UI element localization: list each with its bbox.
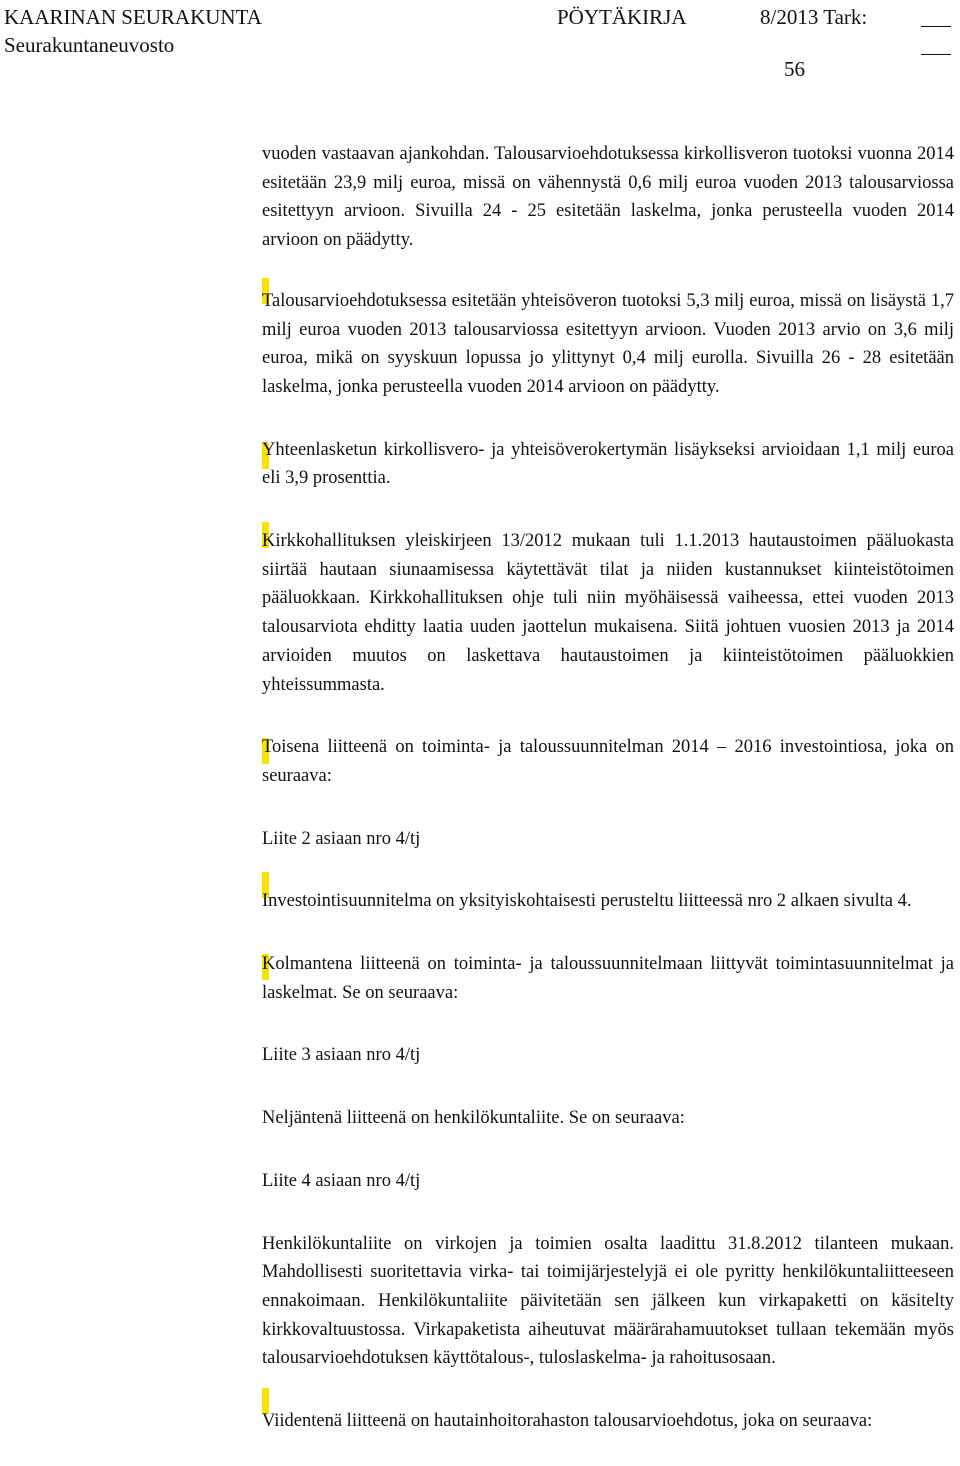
paragraph-action-plans-intro: Kolmantena liitteenä on toiminta- ja taloussuunnitelmaan liittyvät toimintasuunnitelmat ja laskelmat. Se on seuraava: [262,954,954,1003]
document-number: 8/2013 Tark: [760,5,868,29]
paragraph-attachment-3: Liite 3 asiaan nro 4/tj [262,1045,421,1066]
paragraph-attachment-4: Liite 4 asiaan nro 4/tj [262,1170,421,1191]
paragraph-burial-services: Kirkkohallituksen yleiskirjeen 13/2012 mukaan tuli 1.1.2013 hautaustoimen pääluokasta siirtää hautaan siunaamisessa käytettävät tilat ja niiden kustannukset kiinteistötoimen pääluokkaan. Kirkkohallituksen ohje tuli niin myöhäisessä vaiheessa, ettei vuoden 2013 talousarviota ehditty laatia uuden jaottelun mukaisena. Siitä johtuen vuosien 2013 ja 2014 arvioiden muutos on laskettava hautaustoimen ja kiinteistötoimen pääluokkien yhteissummasta. [262,531,954,695]
document-body [262,140,954,1460]
page-number: 56 [784,57,805,81]
paragraph-personnel-intro: Neljäntenä liitteenä on henkilökuntaliite. Se on seuraava: [262,1108,685,1129]
paragraph-total-tax: Yhteenlasketun kirkollisvero- ja yhteisöverokertymän lisäykseksi arvioidaan 1,1 milj euroa eli 3,9 prosenttia. [262,439,954,489]
organization-name: KAARINAN SEURAKUNTA [4,5,262,29]
paragraph-attachment-2: Liite 2 asiaan nro 4/tj [262,828,421,849]
paragraph-personnel-details: Henkilökuntaliite on virkojen ja toimien osalta laadittu 31.8.2012 tilanteen mukaan. Mahdollisesti suoritettavia virka- tai toimijärjestelyjä ei ole pyritty henkilökuntaliitteeseen ennakoimaan. Henkilökuntaliite päivitetään sen jälkeen kun virkapaketti on käsitelty kirkkovaltuustossa. Virkapaketista aiheutuvat määrärahamuutokset tullaan tekemään myös talousarvioehdotuksen käyttötalous-, tuloslaskelma- ja rahoitusosaan. [262,1233,954,1369]
paragraph-corporate-tax: Talousarvioehdotuksessa esitetään yhteisöveron tuotoksi 5,3 milj euroa, missä on lisäystä 1,7 milj euroa vuoden 2013 talousarviossa esitettyyn arvioon. Vuoden 2013 arvio on 3,6 milj euroa, mikä on syyskuun lopussa jo ylittynyt 0,4 milj eurolla. Sivuilla 26 - 28 esitetään laskelma, jonka perusteella vuoden 2014 arvioon on päädytty. [262,290,954,397]
check-blank-line [921,26,951,27]
unit-name: Seurakuntaneuvosto [4,33,175,57]
check-blank-line-2 [921,54,951,55]
paragraph-investment-intro: Toisena liitteenä on toiminta- ja taloussuunnitelman 2014 – 2016 investointiosa, joka on seuraava: [262,737,954,786]
paragraph-church-tax: vuoden vastaavan ajankohdan. Talousarvioehdotuksessa kirkollisveron tuotoksi vuonna 2014 esitetään 23,9 milj euroa, missä on vähennystä 0,6 milj euroa vuoden 2013 talousarviossa esitettyyn arvioon. Sivuilla 24 - 25 esitetään laskelma, jonka perusteella vuoden 2014 arvioon on päädytty. [262,144,954,251]
document-type: PÖYTÄKIRJA [557,5,687,29]
paragraph-investment-plan: Investointisuunnitelma on yksityiskohtaisesti perusteltu liitteessä nro 2 alkaen sivulta 4. [262,891,912,912]
paragraph-grave-fund: Viidentenä liitteenä on hautainhoitorahaston talousarvioehdotus, joka on seuraava: [262,1411,873,1432]
